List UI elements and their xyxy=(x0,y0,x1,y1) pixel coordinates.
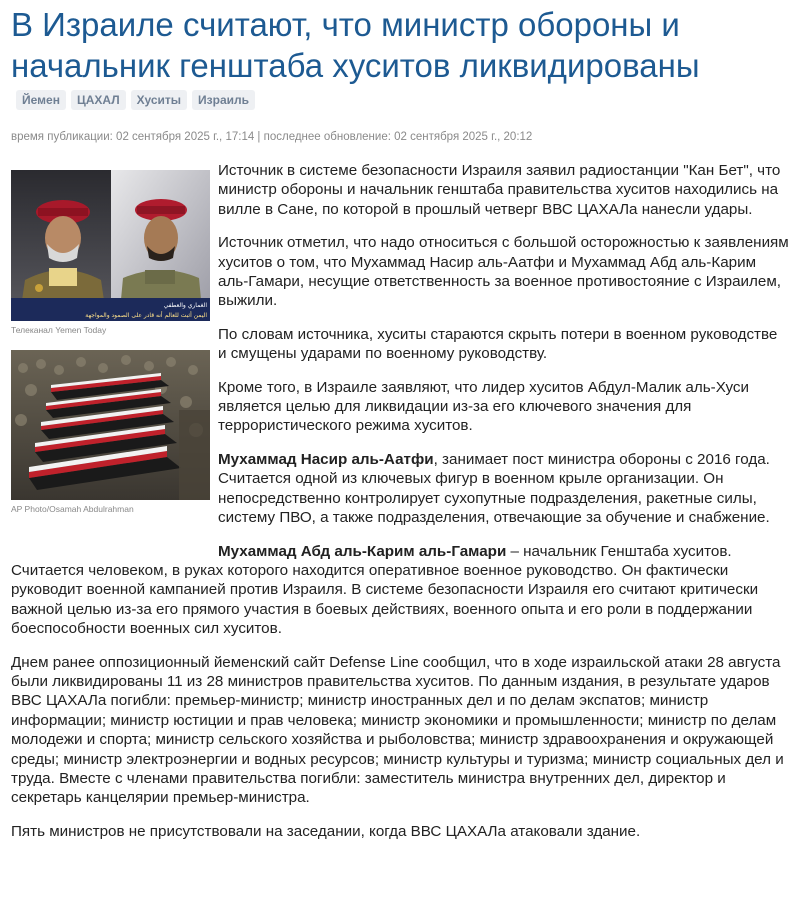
paragraph-8: Пять министров не присутствовали на заседании, когда ВВС ЦАХАЛа атаковали здание. xyxy=(11,822,641,840)
paragraph-6 xyxy=(11,542,789,639)
paragraph-3: По словам источника, хуситы стараются скрыть потери в военном руководстве и смущены ударами по военному руководству. xyxy=(218,325,778,363)
tag-houthis[interactable]: Хуситы xyxy=(131,90,187,110)
publication-meta: время публикации: 02 сентября 2025 г., 17:14 | последнее обновление: 02 сентября 2025 г., 20:12 xyxy=(11,131,533,143)
tag-list xyxy=(16,90,255,110)
name-al-ghamari: Мухаммад Абд аль-Карим аль-Гамари xyxy=(218,542,507,560)
overlay-title: الغماري والعطفي xyxy=(163,302,207,309)
paragraph-2: Источник отметил, что надо относиться с большой осторожностью к заявлениям хуситов о том, что Мухаммад Насир аль-Аатфи и Мухаммад Абд аль-Карим аль-Гамари, несущие ответственность за военное противостояние с Израилем, выжили. xyxy=(218,234,789,310)
tag-idf[interactable]: ЦАХАЛ xyxy=(71,90,126,110)
paragraph-5-text: , занимает пост министра обороны с 2016 года. Считается одной из ключевых фигур в военном крыле организации. Он непосредственно контролирует сухопутные подразделения, ракетные силы, систему ПВО, а также подразделения, отвечающие за обучение и снабжение. xyxy=(218,450,770,527)
tag-yemen[interactable]: Йемен xyxy=(16,90,66,110)
headline: В Израиле считают, что министр обороны и начальник генштаба хуситов ликвидированы xyxy=(11,6,700,84)
photo-caption: Телеканал Yemen Today xyxy=(11,325,107,335)
overlay-subtitle: اليمن أثبت للعالم أنه قادر على الصمود والمواجهة xyxy=(85,312,207,319)
paragraph-6-text: – начальник Генштаба хуситов. Считается человеком, в руках которого находится оперативное военное руководство. Он фактически руководит военной кампанией против Израиля. В системе безопасности Израиля его считают критически важной целью из-за его прямого участия в боевых действиях, военного опыта и его роли в поддержании боеспособности военных сил хуситов. xyxy=(11,542,759,638)
article-body xyxy=(11,162,789,855)
photo-caption-ap: AP Photo/Osamah Abdulrahman xyxy=(11,504,134,514)
paragraph-1: Источник в системе безопасности Израиля заявил радиостанции "Кан Бет", что министр обороны и начальник генштаба правительства хуситов находились на вилле в Сане, по которой в прошлый четверг ВВС ЦАХАЛа нанесли удары. xyxy=(218,162,781,218)
paragraph-4: Кроме того, в Израиле заявляют, что лидер хуситов Абдул-Малик аль-Хуси является целью для ликвидации из-за его ключевого значения для террористического режима хуситов. xyxy=(218,378,749,435)
name-al-atifi: Мухаммад Насир аль-Аатфи xyxy=(218,450,434,468)
paragraph-7: Днем ранее оппозиционный йеменский сайт Defense Line сообщил, что в ходе израильской атаки 28 августа были ликвидированы 11 из 28 министров правительства хуситов. По данным издания, в результате ударов ВВС ЦАХАЛа погибли: премьер-министр; министр иностранных дел и по делам экспатов; министр информации; министр юстиции и прав человека; министр экономики и промышленности; министр по делам молодежи и спорта; министр сельского хозяйства и рыболовства; министр здравоохранения и окружающей среды; министр электроэнергии и водных ресурсов; министр культуры и туризма; министр социальных дел и труда. Вместе с членами правительства погибли: заместитель министра внутренних дел, директор и секретарь канцелярии премьер-министра. xyxy=(11,653,784,807)
tag-israel[interactable]: Израиль xyxy=(192,90,255,110)
